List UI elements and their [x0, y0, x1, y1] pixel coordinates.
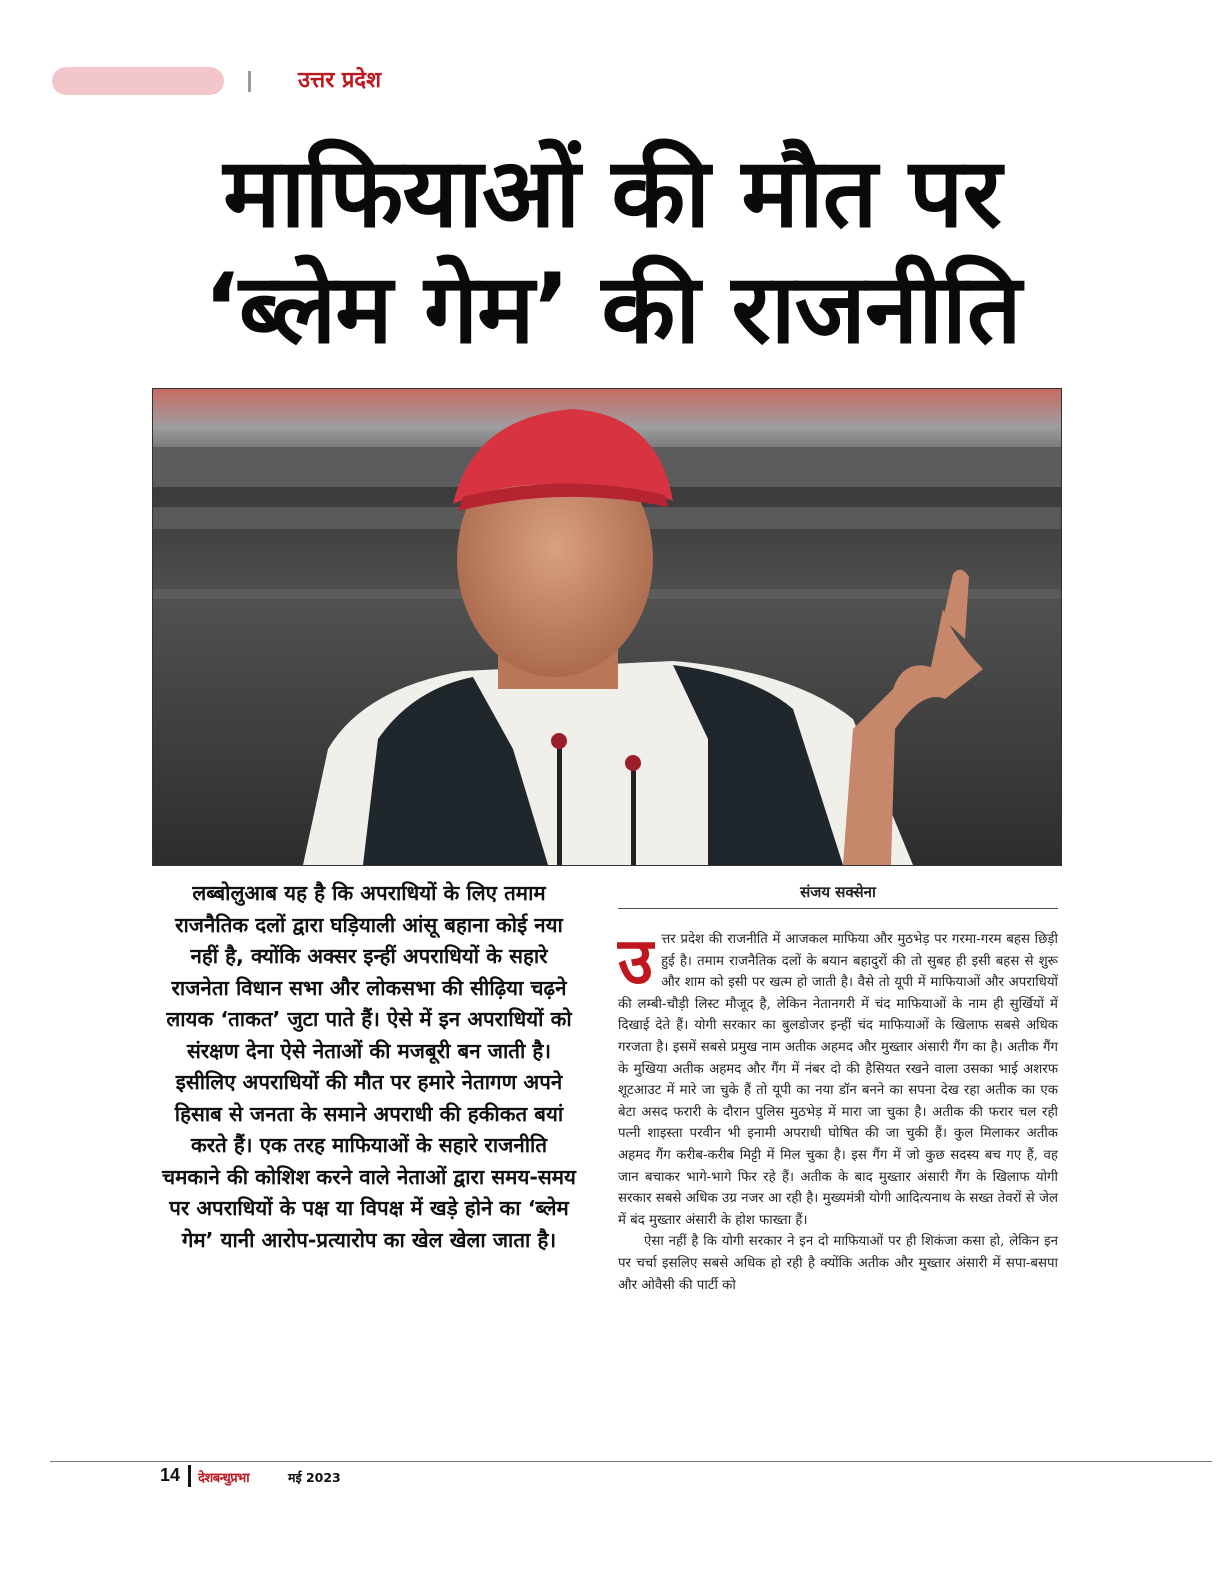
article-body [618, 925, 1058, 1296]
footer-rule [50, 1461, 1212, 1462]
article-paragraph-1 [618, 925, 1058, 1231]
section-label: उत्तर प्रदेश [298, 68, 382, 93]
headline-line-2: ‘ब्लेम गेम’ की राजनीति [203, 253, 1021, 365]
article-paragraph-1-text: त्तर प्रदेश की राजनीति में आजकल माफिया और मुठभेड़ पर गरमा-गरम बहस छिड़ी हुई है। तमाम राजनैतिक दलों के बयान बहादुरों की तो सुबह ही इसी बहस से शुरू और शाम को इसी पर खत्म हो जाती है। वैसे तो यूपी में माफियाओं और अपराधियों की लम्बी-चौड़ी लिस्ट मौजूद है, लेकिन नेतानगरी में चंद माफियाओं के नाम ही सुर्खियों में दिखाई देते हैं। योगी सरकार का बुलडोजर इन्हीं चंद माफियाओं के खिलाफ सबसे अधिक गरजता है। इसमें सबसे प्रमुख नाम अतीक अहमद और मुख्तार अंसारी गैंग का है। अतीक गैंग के मुखिया अतीक अहमद और गैंग में नंबर दो की हैसियत रखने वाला उसका भाई अशरफ शूटआउट में मारे जा चुके हैं तो यूपी का नया डॉन बनने का सपना देख रहा अतीक का एक बेटा असद फरारी के दौरान पुलिस मुठभेड़ में मारा जा चुका है। अतीक की फरार चल रही पत्नी शाइस्ता परवीन भी इनामी अपराधी घोषित की जा चुकी हैं। कुल मिलाकर अतीक अहमद गैंग करीब-करीब मिट्टी में मिल चुका है। इस गैंग में जो कुछ सदस्य बच गए हैं, वह जान बचाकर भागे-भागे फिर रहे हैं। अतीक के बाद मुख्तार अंसारी गैंग के खिलाफ योगी सरकार सबसे अधिक उग्र नजर आ रही है। मुख्यमंत्री योगी आदित्यनाथ के सख्त तेवरों से जेल में बंद मुख्तार अंसारी के होश फाख्ता हैं। [618, 932, 1058, 1228]
magazine-logo: देशबन्धुप्रभा [198, 1470, 250, 1485]
page-number: 14 [160, 1465, 181, 1485]
headline-line-1: माफियाओं की मौत पर [223, 137, 1001, 249]
section-tag-pill [52, 67, 224, 95]
issue-date: मई 2023 [288, 1470, 341, 1485]
header-divider [248, 71, 251, 92]
article-paragraph-2: ऐसा नहीं है कि योगी सरकार ने इन दो माफियाओं पर ही शिकंजा कसा हो, लेकिन इन पर चर्चा इसलिए सबसे अधिक हो रही है क्योंकि अतीक और मुख्तार अंसारी में सपा-बसपा और ओवैसी की पार्टी को [618, 1234, 1058, 1293]
drop-cap: उ [618, 925, 654, 999]
pull-quote: लब्बोलुआब यह है कि अपराधियों के लिए तमाम राजनैतिक दलों द्वारा घड़ियाली आंसू बहाना कोई नया नहीं है, क्योंकि अक्सर इन्हीं अपराधियों के सहारे राजनेता विधान सभा और लोकसभा की सीढ़िया चढ़ने लायक ‘ताकत’ जुटा पाते हैं। ऐसे में इन अपराधियों को संरक्षण देना ऐसे नेताओं की मजबूरी बन जाती है। इसीलिए अपराधियों की मौत पर हमारे नेतागण अपने हिसाब से जनता के समाने अपराधी की हकीकत बयां करते हैं। एक तरह माफियाओं के सहारे राजनीति चमकाने की कोशिश करने वाले नेताओं द्वारा समय-समय पर अपराधियों के पक्ष या विपक्ष में खड़े होने का ‘ब्लेम गेम’ यानी आरोप-प्रत्यारोप का खेल खेला जाता है। [162, 881, 576, 1252]
speaker-photo [152, 388, 1062, 866]
byline: संजय सक्सेना [618, 882, 1058, 909]
footer-divider [188, 1465, 191, 1487]
headline [100, 135, 1124, 367]
